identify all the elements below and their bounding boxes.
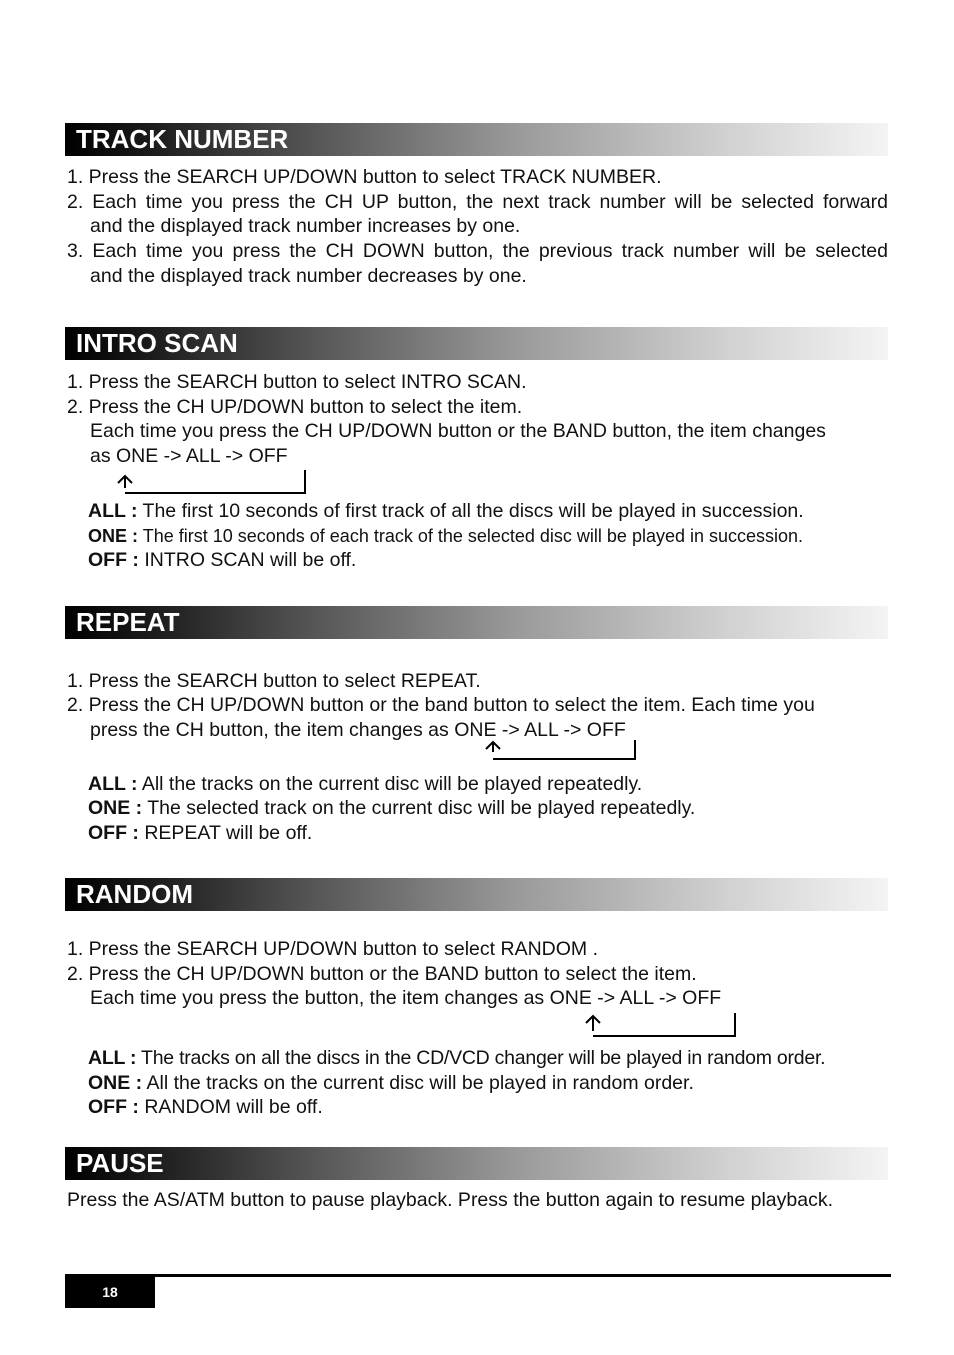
section-header-repeat: REPEAT [65,606,888,639]
pause-text: Press the AS/ATM button to pause playback. Press the button again to resume playback. [67,1189,833,1211]
intro-scan-cycle-text: as ONE -> ALL -> OFF [90,445,288,467]
intro-scan-step-1: 1. Press the SEARCH button to select INTRO SCAN. [67,371,527,393]
track-number-step-3: 3. Each time you press the CH DOWN button, the previous track number will be selected [67,240,888,262]
repeat-item-all [88,772,642,797]
section-header-intro-scan: INTRO SCAN [65,327,888,360]
item-desc: The selected track on the current disc will be played repeatedly. [147,797,696,819]
track-number-step-3-cont: and the displayed track number decreases by one. [90,265,527,287]
intro-scan-cycle-arrow [117,468,317,498]
section-header-pause: PAUSE [65,1147,888,1180]
item-key: ONE : [88,1072,143,1094]
item-key: ALL : [88,1047,137,1069]
footer-rule [65,1274,891,1277]
item-desc: INTRO SCAN will be off. [144,549,357,571]
intro-scan-item-all [88,499,804,524]
random-item-all [88,1046,825,1071]
intro-scan-item-off [88,548,356,573]
random-cycle-text: Each time you press the button, the item changes as ONE -> ALL -> OFF [90,987,722,1009]
random-cycle-arrow [585,1011,745,1039]
repeat-step-1: 1. Press the SEARCH button to select REPEAT. [67,670,481,692]
track-number-step-1: 1. Press the SEARCH UP/DOWN button to select TRACK NUMBER. [67,166,662,188]
repeat-item-one [88,796,695,821]
repeat-cycle-text: press the CH button, the item changes as ONE -> ALL -> OFF [90,719,626,741]
intro-scan-item-one [88,524,803,549]
random-item-one [88,1071,694,1096]
item-key: ONE : [88,526,139,546]
item-desc: REPEAT will be off. [144,822,313,844]
intro-scan-step-2-detail: Each time you press the CH UP/DOWN button or the BAND button, the item changes [90,420,826,442]
item-key: ALL : [88,773,138,795]
page-number: 18 [65,1277,155,1308]
random-step-2: 2. Press the CH UP/DOWN button or the BAND button to select the item. [67,963,697,985]
item-desc: The first 10 seconds of each track of the selected disc will be played in succession. [142,526,804,546]
item-desc: RANDOM will be off. [144,1096,323,1118]
item-desc: All the tracks on the current disc will be played in random order. [146,1072,694,1094]
item-desc: The first 10 seconds of first track of all the discs will be played in succession. [142,500,804,522]
item-key: OFF : [88,549,139,571]
random-item-off [88,1095,323,1120]
repeat-cycle-arrow [485,738,645,764]
item-key: OFF : [88,1096,139,1118]
repeat-item-off [88,821,312,846]
item-key: ONE : [88,797,143,819]
section-header-track-number: TRACK NUMBER [65,123,888,156]
track-number-step-2: 2. Each time you press the CH UP button, the next track number will be selected forward [67,191,888,213]
section-header-random: RANDOM [65,878,888,911]
item-desc: The tracks on all the discs in the CD/VCD changer will be played in random order. [141,1047,826,1069]
intro-scan-step-2: 2. Press the CH UP/DOWN button to select the item. [67,396,523,418]
item-key: ALL : [88,500,138,522]
random-step-1: 1. Press the SEARCH UP/DOWN button to select RANDOM . [67,938,598,960]
repeat-step-2: 2. Press the CH UP/DOWN button or the band button to select the item. Each time you [67,694,815,716]
item-key: OFF : [88,822,139,844]
track-number-step-2-cont: and the displayed track number increases by one. [90,215,521,237]
item-desc: All the tracks on the current disc will be played repeatedly. [141,773,643,795]
